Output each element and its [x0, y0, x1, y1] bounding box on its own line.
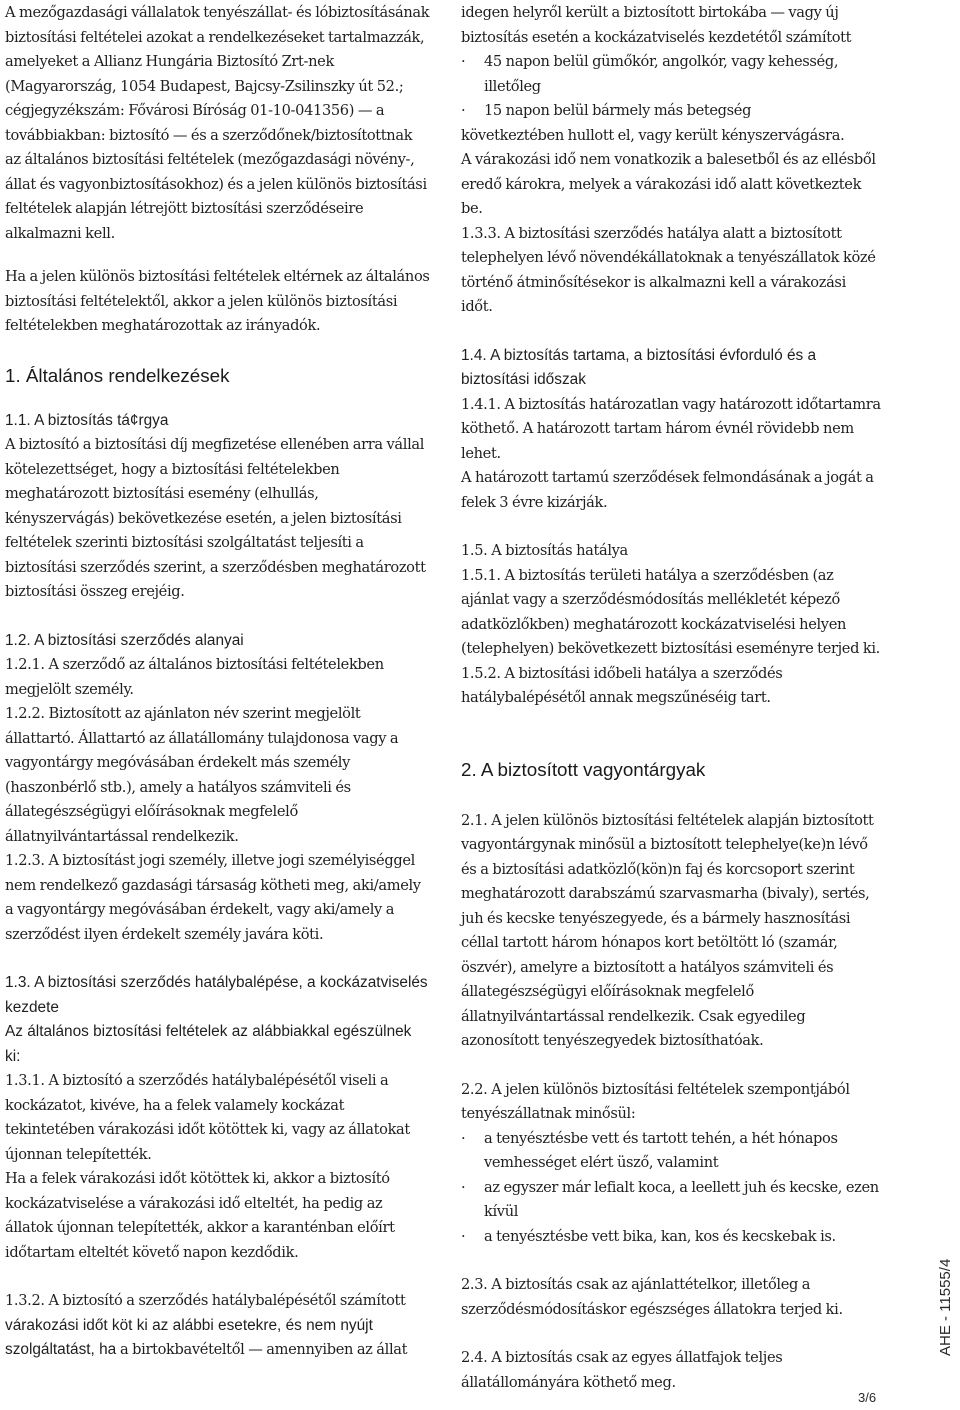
bullet-icon: · [461, 1227, 466, 1245]
list-item-text: a tenyésztésbe vett bika, kan, kos és kecskebak is. [484, 1227, 836, 1245]
intro-paragraph: A mezőgazdasági vállalatok tenyészállat- és lóbiztosításának biztosítási feltételei azokat a rendelkezéseket tartalmazzák, amelyeket a Allianz Hungária Biztosító Zrt-nek (Magyarország, 1054 Budapest, Bajcsy-Zsilinszky út 52.; cégjegyzékszám: Fővárosi Bíróság 01-10-041356) — a továbbiakban: biztosító — és a szerződőnek/biztosítottnak az általános biztosítási feltételek (mezőgazdasági növény-, állat és vagyonbiztosításokhoz) és a jelen különös biztosítási feltételek alapján létrejött biztosítási szerződéseire alkalmazni kell. [5, 4, 430, 242]
intro-precedence-paragraph: Ha a jelen különös biztosítási feltételek eltérnek az általános biztosítási feltételektől, akkor a jelen különös biztosítási feltételekben meghatározottak az irányadók. [5, 268, 430, 334]
clause-1-3-2-sans-part: szolgáltatást, ha [5, 1341, 117, 1358]
clause-1-3-1: 1.3.1. A biztosító a szerződés hatálybalépésétől viseli a kockázatot, kivéve, ha a felek valamely kockázat tekintetében várakozási időt kötöttek ki, vagy az állatokat újonnan telepítették. [5, 1072, 410, 1163]
bullet-icon: · [461, 53, 466, 70]
list-item-text: 45 napon belül gümőkór, angolkór, vagy kehesség, illetőleg [484, 53, 839, 95]
subsection-1-3-lead: Az általános biztosítási feltételek az alábbiakkal egészülnek ki: [5, 1023, 412, 1065]
subsection-1-4-heading: 1.4. A biztosítás tartama, a biztosítási évforduló és a biztosítási időszak [461, 346, 817, 388]
section-2-heading: 2. A biztosított vagyontárgyak [461, 758, 706, 780]
list-item [461, 1225, 881, 1250]
bullet-icon: · [461, 102, 466, 119]
clause-2-3: 2.3. A biztosítás csak az ajánlattételkor, illetőleg a szerződésmódosításkor egészséges állatokra terjed ki. [461, 1276, 843, 1318]
list-item-text: 15 napon belül bármely más betegség [484, 102, 752, 119]
continuation-result: következtében hullott el, vagy került kényszervágásra. [461, 126, 845, 144]
clause-1-3-2-serif-part: a birtokbavételtől — amennyiben az állat [116, 1341, 408, 1358]
clause-1-3-1-continued: Ha a felek várakozási időt kötöttek ki, akkor a biztosító kockázatviselése a várakozási idő elteltét, ha pedig az állatok újonnan telepítették, akkor a karanténban előírt időtartam elteltét követő napon kezdődik. [5, 1170, 395, 1261]
clause-1-4-1: 1.4.1. A biztosítás határozatlan vagy határozott időtartamra köthető. A határozott tartam három évnél rövidebb nem lehet. [461, 395, 881, 462]
bullet-icon: · [461, 1129, 466, 1147]
subsection-1-1-text: A biztosító a biztosítási díj megfizetése ellenében arra vállal kötelezettséget, hogy a biztosítási feltételekben meghatározott biztosítási esemény (elhullás, kényszervágás) bekövetkezése esetén, a jelen biztosítási feltételek szerinti biztosítási szolgáltatást teljesíti a biztosítási szerződés szerint, a szerződésben meghatározott biztosítási összeg erejéig. [5, 436, 426, 600]
continuation-paragraph: idegen helyről került a biztosított birtokába — vagy új biztosítás esetén a kockázatviselés kezdetétől számított [461, 4, 852, 46]
list-item [461, 50, 881, 99]
clause-1-3-2-line2: várakozási időt köt ki az alábbi esetekre, és nem nyújt [5, 1316, 373, 1334]
clause-1-5-1: 1.5.1. A biztosítás területi hatálya a szerződésben (az ajánlat vagy a szerződésmódosítás mellékletét képező adatközlőkben) meghatározott kockázatviselési helyen (telephelyen) bekövetkezett biztosítási eseményre terjed ki. [461, 566, 880, 657]
subsection-1-1-heading: 1.1. A biztosítás tá¢rgya [5, 411, 169, 429]
right-column [461, 0, 881, 1395]
bullet-icon: · [461, 1178, 466, 1196]
section-1-heading: 1. Általános rendelkezések [5, 364, 230, 386]
document-code: AHE - 11555/4 [937, 1258, 954, 1356]
breeding-animal-list [461, 1127, 881, 1250]
subsection-1-2-heading: 1.2. A biztosítási szerződés alanyai [5, 631, 244, 649]
clause-1-4-1-continued: A határozott tartamú szerződések felmondásának a jogát a felek 3 évre kizárják. [461, 469, 874, 511]
clause-1-2-2: 1.2.2. Biztosított az ajánlaton név szerint megjelölt állattartó. Állattartó az állatállomány tulajdonosa vagy a vagyontárgy megóvásában érdekelt más személy (haszonbérlő stb.), amely a hatályos számviteli és állategészségügyi előírásoknak megfelelő állatnyilvántartással rendelkezik. [5, 705, 399, 845]
clause-1-2-1: 1.2.1. A szerződő az általános biztosítási feltételekben megjelölt személy. [5, 656, 384, 698]
clause-1-3-2-line3 [5, 1338, 430, 1363]
clause-1-5-2: 1.5.2. A biztosítási időbeli hatálya a szerződés hatálybalépésétől annak megszűnéséig tart. [461, 664, 783, 706]
clause-2-4: 2.4. A biztosítás csak az egyes állatfajok teljes állatállományára köthető meg. [461, 1349, 783, 1391]
clause-1-2-3: 1.2.3. A biztosítást jogi személy, illetve jogi személyiséggel nem rendelkező gazdasági társaság kötheti meg, aki/amely a vagyontárgy megóvásában érdekelt, vagy aki/amely a szerződést ilyen érdekelt személy javára köti. [5, 852, 421, 943]
waiting-period-exception: A várakozási idő nem vonatkozik a balesetből és az ellésből eredő károkra, melyek a várakozási idő alatt következtek be. [461, 151, 876, 217]
subsection-1-3-heading: 1.3. A biztosítási szerződés hatálybalépése, a kockázatviselés kezdete [5, 974, 428, 1016]
clause-1-3-2-line1: 1.3.2. A biztosító a szerződés hatálybalépésétől számított [5, 1292, 406, 1309]
list-item [461, 99, 881, 124]
clause-2-1: 2.1. A jelen különös biztosítási feltételek alapján biztosított vagyontárgynak minősül a biztosított telephelye(ke)n lévő és a biztosítási adatközlő(kön)n faj és korcsoport szerint meghatározott darabszámú szarvasmarha (bivaly), sertés, juh és kecske tenyészegyede, és a bármely hasznosítási céllal tartott három hónapos kort betöltött ló (szamár, öszvér), amelyre a biztosított a hatályos számviteli és állategészségügyi előírásoknak megfelelő állatnyilvántartással rendelkezik. Csak egyedileg azonosított tenyészegyedek biztosíthatóak. [461, 811, 874, 1049]
list-item-text: az egyszer már lefialt koca, a leellett juh és kecske, ezen kívül [484, 1178, 879, 1220]
list-item [461, 1127, 881, 1176]
subsection-1-5-heading: 1.5. A biztosítás hatálya [461, 542, 628, 559]
clause-1-3-3: 1.3.3. A biztosítási szerződés hatálya alatt a biztosított telephelyen lévő növendékállatoknak a tenyészállatok közé történő átminősítésekor is alkalmazni kell a várakozási időt. [461, 224, 876, 315]
left-column [5, 0, 430, 1363]
list-item [461, 1176, 881, 1225]
page-number: 3/6 [858, 1390, 877, 1405]
list-item-text: a tenyésztésbe vett és tartott tehén, a hét hónapos vemhességet elért üsző, valamint [484, 1129, 838, 1171]
waiting-period-list [461, 50, 881, 124]
clause-2-2: 2.2. A jelen különös biztosítási feltételek szempontjából tenyészállatnak minősül: [461, 1080, 850, 1122]
